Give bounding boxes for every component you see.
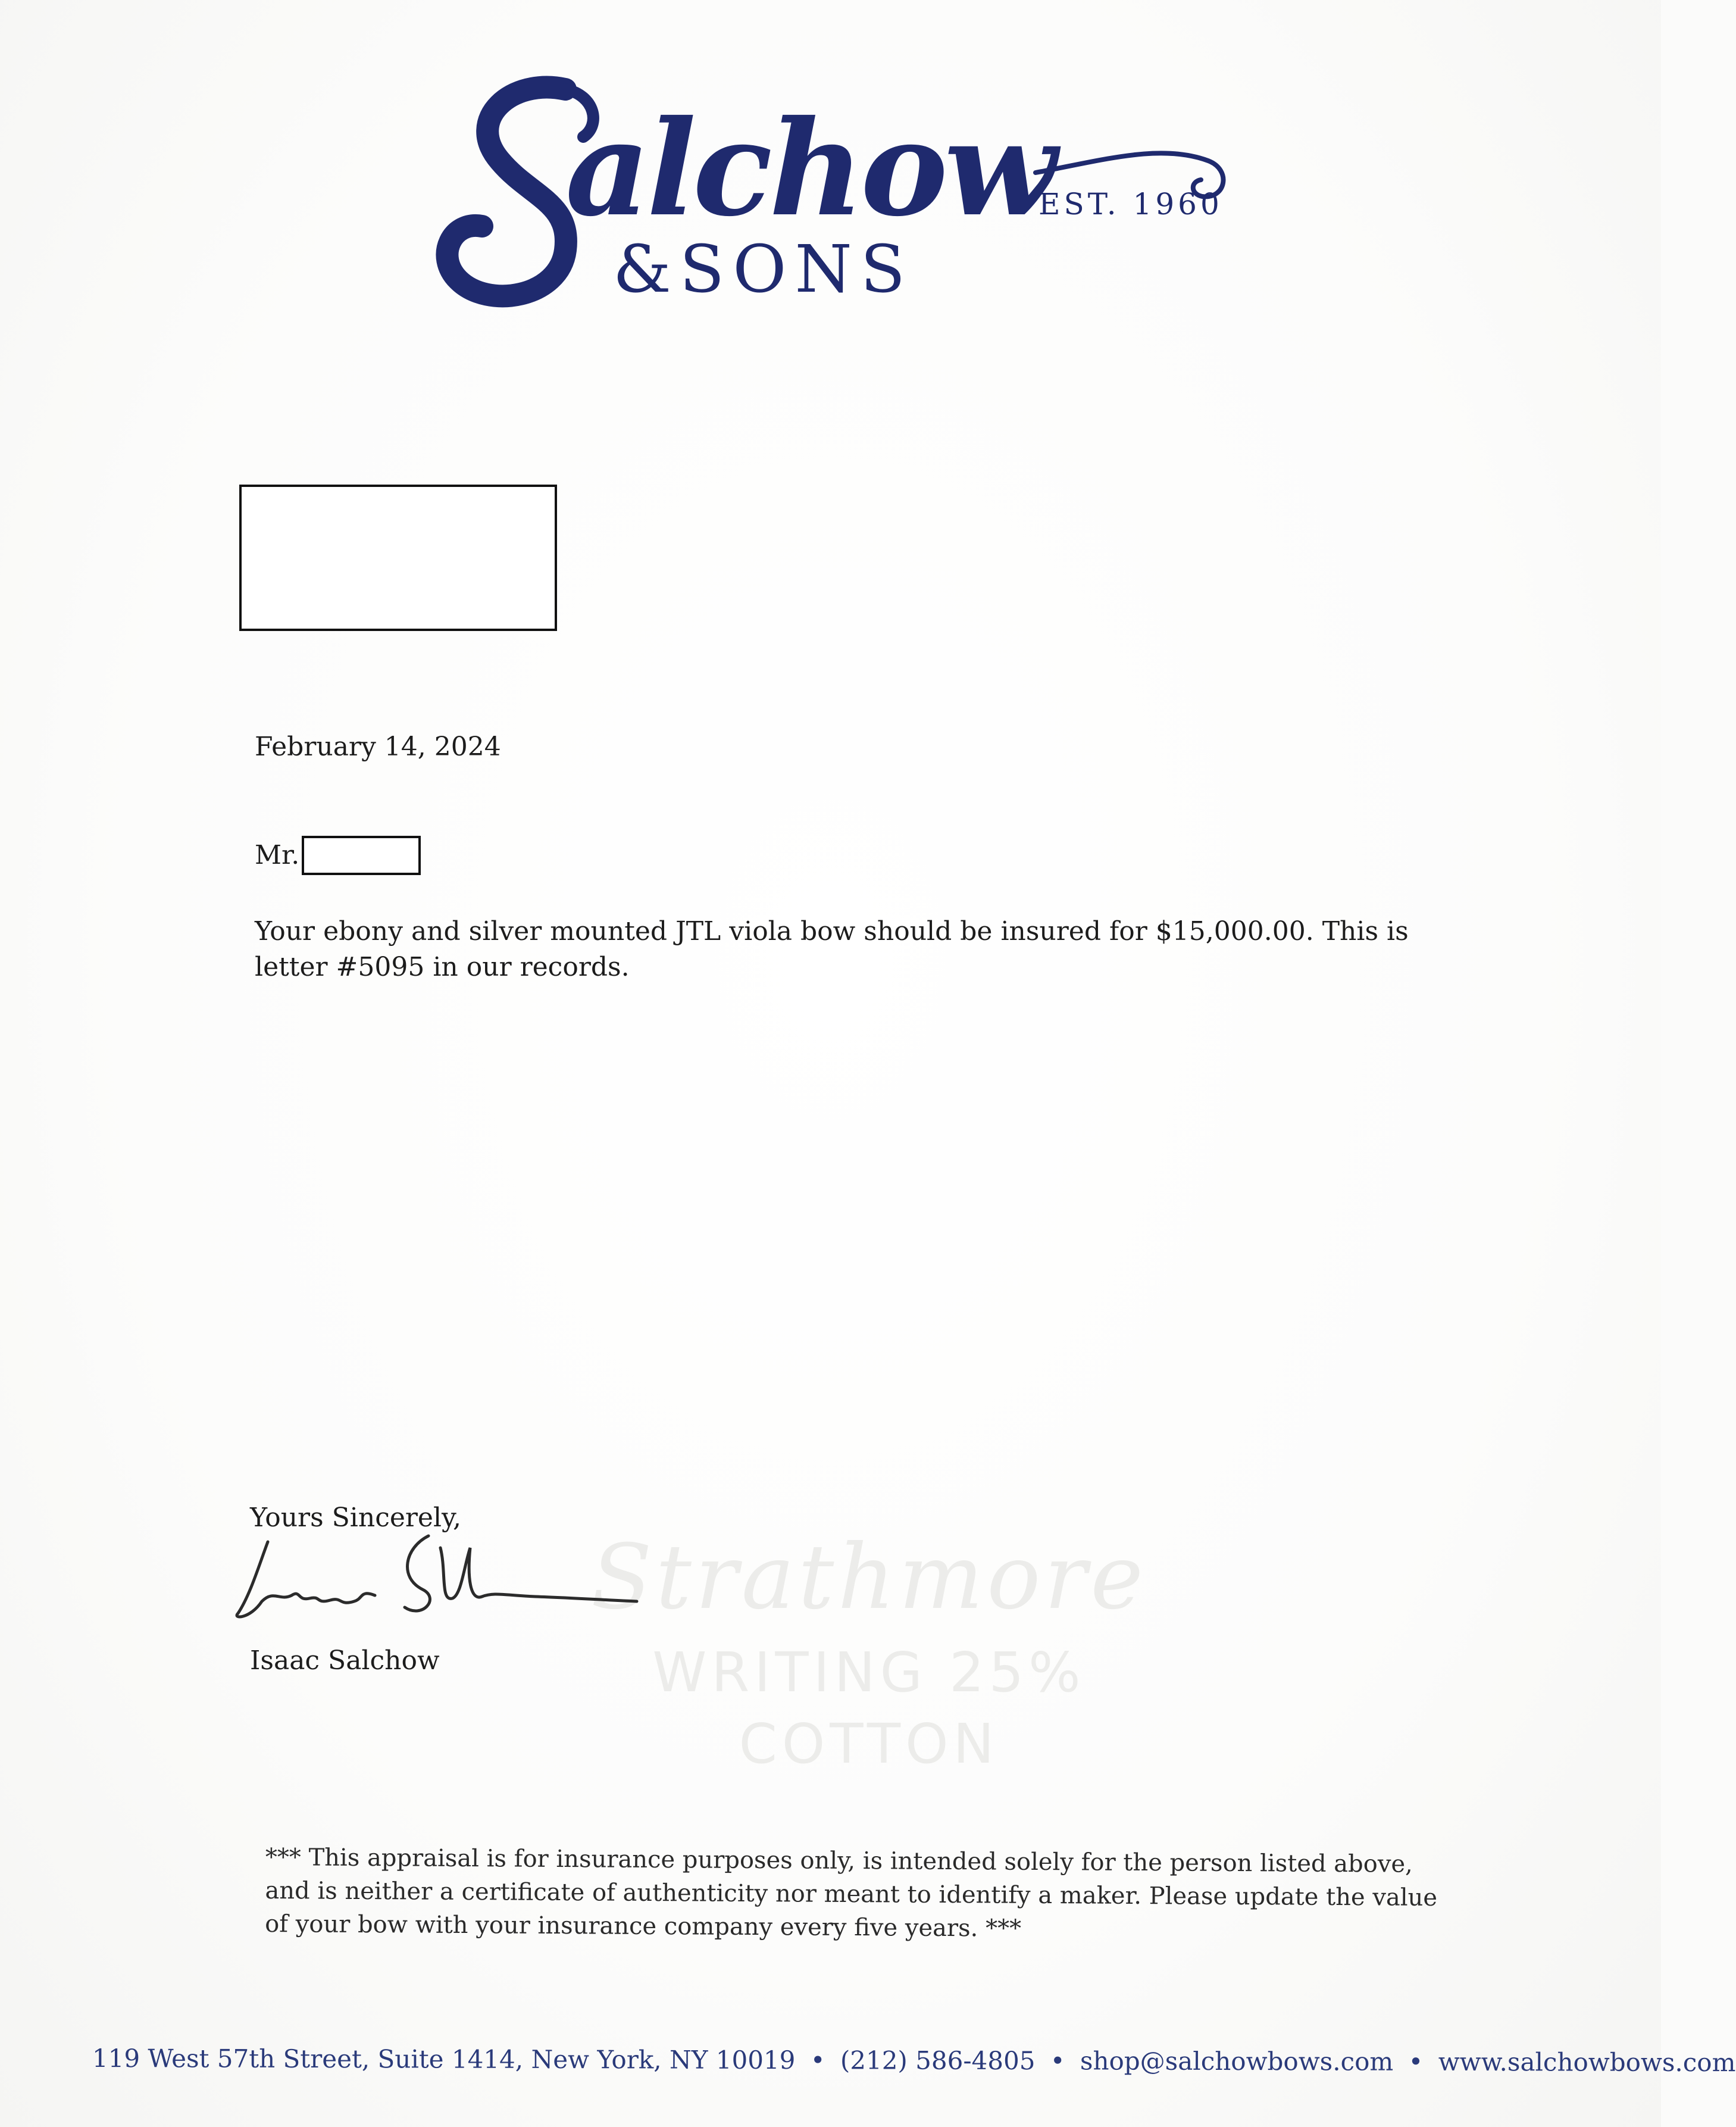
footer-separator: •: [1050, 2046, 1065, 2076]
letter-closing: Yours Sincerely,: [250, 1503, 462, 1533]
footer-website: www.salchowbows.com: [1438, 2047, 1736, 2078]
footer-address: 119 West 57th Street, Suite 1414, New York, NY 10019: [92, 2044, 796, 2075]
watermark-line: WRITING 25% COTTON: [652, 1641, 1086, 1776]
salutation-title: Mr.: [255, 840, 300, 870]
footer-separator: •: [810, 2045, 825, 2075]
letter-body: Your ebony and silver mounted JTL viola bow should be insured for $15,000.00. This is letter #5095 in our records.: [255, 916, 1409, 982]
svg-text:&SONS: &SONS: [613, 231, 914, 307]
footer-separator: •: [1408, 2047, 1424, 2076]
redacted-address-box: [239, 485, 557, 631]
redacted-name-box: [302, 836, 421, 875]
watermark-script: Strathmore: [590, 1526, 1147, 1629]
company-logo: [417, 71, 1250, 333]
svg-text:alchow: alchow: [565, 91, 1054, 245]
disclaimer-note: *** This appraisal is for insurance purposes only, is intended solely for the person listed above, and is neither a certificate of authenticity nor meant to identify a maker. Please update the value of your bow with your insurance company every five years. ***: [265, 1844, 1438, 1942]
letter-date: February 14, 2024: [255, 732, 501, 762]
salutation: [255, 836, 421, 875]
footer-phone: (212) 586-4805: [840, 2045, 1036, 2076]
svg-text:EST. 1960: EST. 1960: [1039, 187, 1223, 221]
letterhead-footer: [92, 2041, 1736, 2081]
handwritten-signature: [226, 1530, 643, 1631]
signer-name: Isaac Salchow: [250, 1645, 440, 1676]
footer-email: shop@salchowbows.com: [1080, 2046, 1394, 2076]
